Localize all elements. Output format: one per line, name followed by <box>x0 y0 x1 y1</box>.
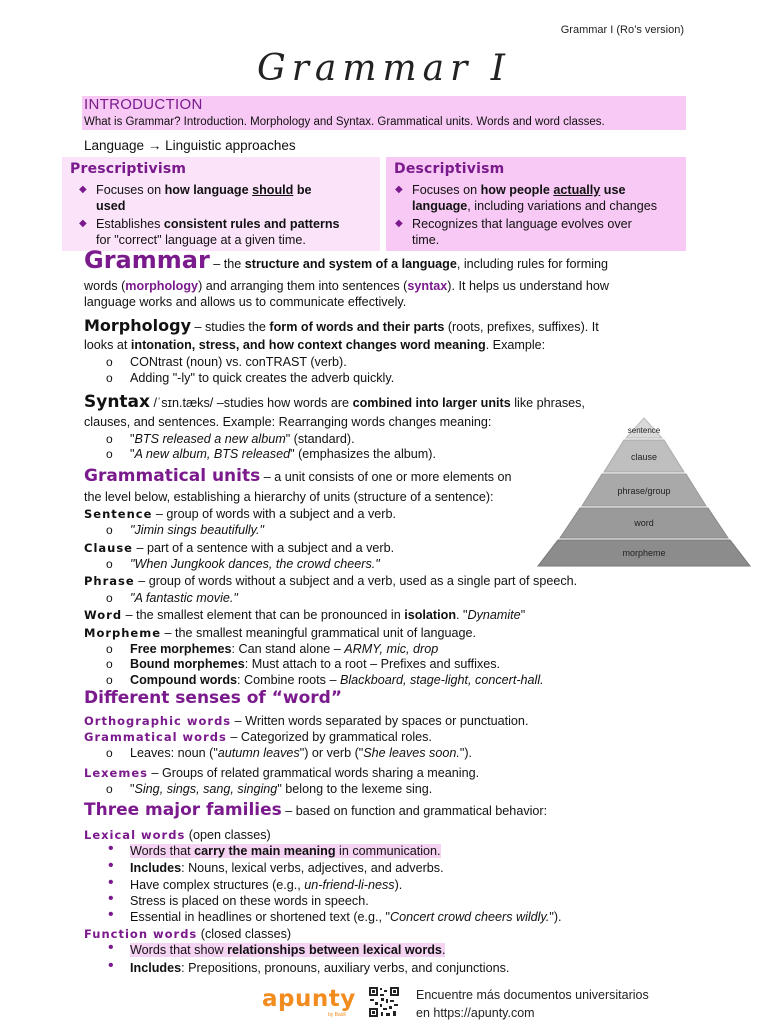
text: " <box>130 447 135 461</box>
syntax-example-1 <box>106 431 355 447</box>
text-italic: "A fantastic movie." <box>130 591 238 605</box>
text: . <box>441 943 446 957</box>
text-bold: Includes <box>130 961 182 975</box>
text: – group of words without a subject and a verb, used as a single part of speech. <box>134 574 578 588</box>
text: Words that show <box>130 943 228 957</box>
diamond-bullet-icon: ◆ <box>395 184 403 195</box>
text: CONtrast (noun) vs. conTRAST (verb). <box>130 355 347 369</box>
senses-heading <box>84 690 342 707</box>
circle-bullet-icon: o <box>106 591 113 605</box>
units-pyramid-diagram <box>536 416 752 568</box>
text: – Categorized by grammatical roles. <box>226 730 432 744</box>
orthographic-def <box>84 713 528 729</box>
text: (roots, prefixes, suffixes). It <box>444 320 599 334</box>
lexical-bullet-5 <box>108 906 562 925</box>
circle-bullet-icon: o <box>106 642 113 656</box>
grammar-line-3: language works and allows us to communicate effectively. <box>84 295 407 309</box>
text: : Combine roots – <box>237 673 340 687</box>
text: . Example: <box>485 338 546 352</box>
morphology-heading: Morphology <box>84 316 191 335</box>
pyramid-label-sentence: sentence <box>627 426 661 435</box>
text: " <box>130 782 135 796</box>
syntax-example-2 <box>106 446 436 462</box>
grammatical-words-example <box>106 745 473 761</box>
phrase-term: Phrase <box>84 574 135 588</box>
lexemes-example <box>106 781 433 797</box>
qr-code-icon[interactable] <box>368 986 400 1018</box>
prescriptivism-bullet-2 <box>79 216 340 248</box>
syntax-line-1 <box>84 394 585 411</box>
text: : Nouns, lexical verbs, adjectives, and adverbs. <box>181 861 444 875</box>
morpheme-term: Morpheme <box>84 626 162 640</box>
text: " <box>520 608 526 622</box>
text-bold: how people <box>480 183 554 197</box>
pyramid-label-clause: clause <box>630 452 658 462</box>
pyramid-label-phrase: phrase/group <box>617 486 671 496</box>
page-title: Grammar I <box>256 48 512 89</box>
text: Words that <box>130 844 195 858</box>
senses-heading-text: Different senses of “word” <box>84 688 343 708</box>
text: " (standard). <box>285 432 355 446</box>
text: – the <box>209 257 245 271</box>
syntax-heading: Syntax <box>84 392 150 412</box>
descriptivism-heading: Descriptivism <box>394 161 505 177</box>
prescriptivism-box <box>62 157 380 251</box>
text-bold: structure and system of a language <box>244 257 457 271</box>
header-label: Grammar I (Ro’s version) <box>560 24 684 36</box>
text: Focuses on <box>412 183 481 197</box>
footer-link[interactable]: en https://apunty.com <box>416 1006 535 1020</box>
dot-bullet-icon: • <box>108 906 114 923</box>
text-bold: Compound words <box>130 673 238 687</box>
text-italic: Dynamite <box>467 608 521 622</box>
dot-bullet-icon: • <box>108 890 114 907</box>
text: in communication. <box>335 844 441 858</box>
lexemes-def <box>84 765 479 781</box>
morpheme-free <box>106 641 439 657</box>
text-italic: A new album, BTS released <box>134 447 291 461</box>
text: "). <box>549 910 562 924</box>
text: : Must attach to a root – Prefixes and suffixes. <box>244 657 501 671</box>
text: – studies the <box>191 320 270 334</box>
text-bold: be <box>293 183 312 197</box>
circle-bullet-icon: o <box>106 746 113 760</box>
text: – the smallest element that can be pronounced in <box>122 608 405 622</box>
clause-def <box>84 540 394 556</box>
text-underline: should <box>252 183 294 197</box>
grammar-heading: Grammar <box>84 246 210 274</box>
text-bold: Free morphemes <box>130 642 232 656</box>
text: ) and arranging them into sentences ( <box>198 279 408 293</box>
text: "). <box>459 746 473 760</box>
text-bold: consistent rules and patterns <box>163 217 340 231</box>
dot-bullet-icon: • <box>108 957 114 974</box>
morpheme-bound <box>106 656 501 672</box>
text-italic: "When Jungkook dances, the crowd cheers." <box>130 557 380 571</box>
prescriptivism-heading: Prescriptivism <box>70 161 187 177</box>
dot-bullet-icon: • <box>108 840 114 857</box>
text: " (emphasizes the album). <box>290 447 436 461</box>
text-bold: isolation <box>404 608 457 622</box>
grammar-line-1 <box>84 246 609 274</box>
text: for "correct" language at a given time. <box>96 233 306 247</box>
keyword: morphology <box>125 279 199 293</box>
units-heading: Grammatical units <box>84 466 261 486</box>
syntax-line-2: clauses, and sentences. Example: Rearranging words changes meaning: <box>84 415 492 429</box>
text: like phrases, <box>510 396 585 410</box>
text: : Can stand alone – <box>231 642 345 656</box>
function-words-term: Function words <box>84 927 198 941</box>
dot-bullet-icon: • <box>108 939 114 956</box>
lexical-words-term: Lexical words <box>84 828 186 842</box>
text: Recognizes that language evolves over <box>412 217 632 231</box>
units-line-2: the level below, establishing a hierarchy of units (structure of a sentence): <box>84 490 494 504</box>
diamond-bullet-icon: ◆ <box>79 218 87 229</box>
text: – a unit consists of one or more elements on <box>260 470 512 484</box>
word-def <box>84 607 525 623</box>
dot-bullet-icon: • <box>108 874 114 891</box>
text: : Prepositions, pronouns, auxiliary verbs, and conjunctions. <box>181 961 510 975</box>
grammar-line-2 <box>84 278 609 294</box>
text-italic: She leaves soon. <box>363 746 460 760</box>
keyword: syntax <box>407 279 448 293</box>
text: " <box>130 432 135 446</box>
text: – Written words separated by spaces or punctuation. <box>231 714 529 728</box>
text-italic: BTS released a new album <box>134 432 286 446</box>
sentence-example <box>106 522 264 538</box>
sentence-def <box>84 506 396 522</box>
lexemes-term: Lexemes <box>84 766 148 780</box>
text: Essential in headlines or shortened text (e.g., " <box>130 910 390 924</box>
diamond-bullet-icon: ◆ <box>395 218 403 229</box>
lexical-bullet-3 <box>108 874 403 893</box>
circle-bullet-icon: o <box>106 447 113 461</box>
pyramid-label-morpheme: morpheme <box>622 548 666 558</box>
text: Leaves: noun (" <box>130 746 218 760</box>
function-bullet-2 <box>108 957 510 976</box>
circle-bullet-icon: o <box>106 557 113 571</box>
grammatical-words-term: Grammatical words <box>84 730 227 744</box>
language-line: Language → Linguistic approaches <box>84 138 296 153</box>
text-bold: used <box>96 199 126 213</box>
text-italic: autumn leaves <box>217 746 300 760</box>
clause-term: Clause <box>84 541 133 555</box>
text-bold: language <box>412 199 468 213</box>
intro-heading: INTRODUCTION <box>84 96 203 113</box>
phrase-example <box>106 590 238 606</box>
text: ). It helps us understand how <box>447 279 610 293</box>
morpheme-compound <box>106 672 544 688</box>
text-bold: relationships between lexical words <box>227 943 442 957</box>
text: Have complex structures (e.g., <box>130 878 305 892</box>
text: ") or verb (" <box>299 746 364 760</box>
text-bold: form of words and their parts <box>269 320 445 334</box>
footer <box>262 984 702 1020</box>
text: Focuses on <box>96 183 165 197</box>
text: (open classes) <box>185 828 271 842</box>
text: , including rules for forming <box>456 257 609 271</box>
footer-line-1: Encuentre más documentos universitarios <box>416 988 649 1002</box>
text: words ( <box>84 279 126 293</box>
text-italic: Concert crowd cheers wildly. <box>390 910 550 924</box>
circle-bullet-icon: o <box>106 371 113 385</box>
text-italic: ARMY, mic, drop <box>344 642 439 656</box>
text: time. <box>412 233 440 247</box>
text-italic: "Jimin sings beautifully." <box>130 523 264 537</box>
text-italic: Blackboard, stage-light, concert-hall. <box>339 673 544 687</box>
text: looks at <box>84 338 131 352</box>
text: " belong to the lexeme sing. <box>277 782 433 796</box>
apunty-logo-sub: by Baldi <box>328 1012 346 1018</box>
circle-bullet-icon: o <box>106 657 113 671</box>
morphology-line-1 <box>84 318 599 335</box>
circle-bullet-icon: o <box>106 523 113 537</box>
descriptivism-bullet-2 <box>395 216 632 248</box>
text: – Groups of related grammatical words sharing a meaning. <box>147 766 480 780</box>
text: /ˈsɪn.tæks/ –studies how words are <box>150 396 353 410</box>
text-bold: Bound morphemes <box>130 657 245 671</box>
text-bold: Includes <box>130 861 182 875</box>
grammatical-words-def <box>84 729 432 745</box>
text: – the smallest meaningful grammatical unit of language. <box>161 626 477 640</box>
text-bold: intonation, stress, and how context changes word meaning <box>130 338 486 352</box>
prescriptivism-bullet-1 <box>79 182 312 214</box>
function-words-def <box>84 926 291 942</box>
text-bold: carry the main meaning <box>194 844 336 858</box>
orthographic-term: Orthographic words <box>84 714 232 728</box>
dot-bullet-icon: • <box>108 857 114 874</box>
text: Establishes <box>96 217 164 231</box>
text: – based on function and grammatical behavior: <box>281 804 548 818</box>
lexical-bullet-4 <box>108 890 369 909</box>
lexical-bullet-1 <box>108 840 441 859</box>
text-italic: Sing, sings, sang, singing <box>134 782 278 796</box>
descriptivism-box <box>386 157 686 251</box>
text-underline: actually <box>553 183 601 197</box>
morphology-example-1 <box>106 354 347 370</box>
text-bold: combined into larger units <box>352 396 511 410</box>
text-bold: how language <box>164 183 253 197</box>
morphology-line-2 <box>84 337 545 353</box>
units-line-1 <box>84 468 512 485</box>
word-term: Word <box>84 608 123 622</box>
text: . " <box>456 608 468 622</box>
pyramid-label-word: word <box>634 518 654 528</box>
families-heading <box>84 802 547 819</box>
text: ). <box>394 878 403 892</box>
diamond-bullet-icon: ◆ <box>79 184 87 195</box>
text: – part of a sentence with a subject and a verb. <box>132 541 395 555</box>
text: Adding "-ly" to quick creates the adverb quickly. <box>130 371 395 385</box>
sentence-term: Sentence <box>84 507 153 521</box>
circle-bullet-icon: o <box>106 782 113 796</box>
circle-bullet-icon: o <box>106 673 113 687</box>
descriptivism-bullet-1 <box>395 182 658 214</box>
phrase-def <box>84 573 577 589</box>
intro-subtitle: What is Grammar? Introduction. Morphology and Syntax. Grammatical units. Words and word classes. <box>84 116 605 128</box>
text: (closed classes) <box>197 927 292 941</box>
text-bold: use <box>600 183 626 197</box>
text: – group of words with a subject and a verb. <box>152 507 396 521</box>
text-italic: un-friend-li-ness <box>304 878 395 892</box>
circle-bullet-icon: o <box>106 432 113 446</box>
families-heading-text: Three major families <box>84 800 282 820</box>
lexical-bullet-2 <box>108 857 444 876</box>
function-bullet-1 <box>108 939 446 958</box>
clause-example <box>106 556 380 572</box>
circle-bullet-icon: o <box>106 355 113 369</box>
morphology-example-2 <box>106 370 395 386</box>
text: Stress is placed on these words in speech. <box>130 894 369 908</box>
apunty-logo[interactable]: apunty <box>262 986 356 1012</box>
text: , including variations and changes <box>467 199 658 213</box>
morpheme-def <box>84 625 476 641</box>
footer-text <box>416 986 649 1022</box>
